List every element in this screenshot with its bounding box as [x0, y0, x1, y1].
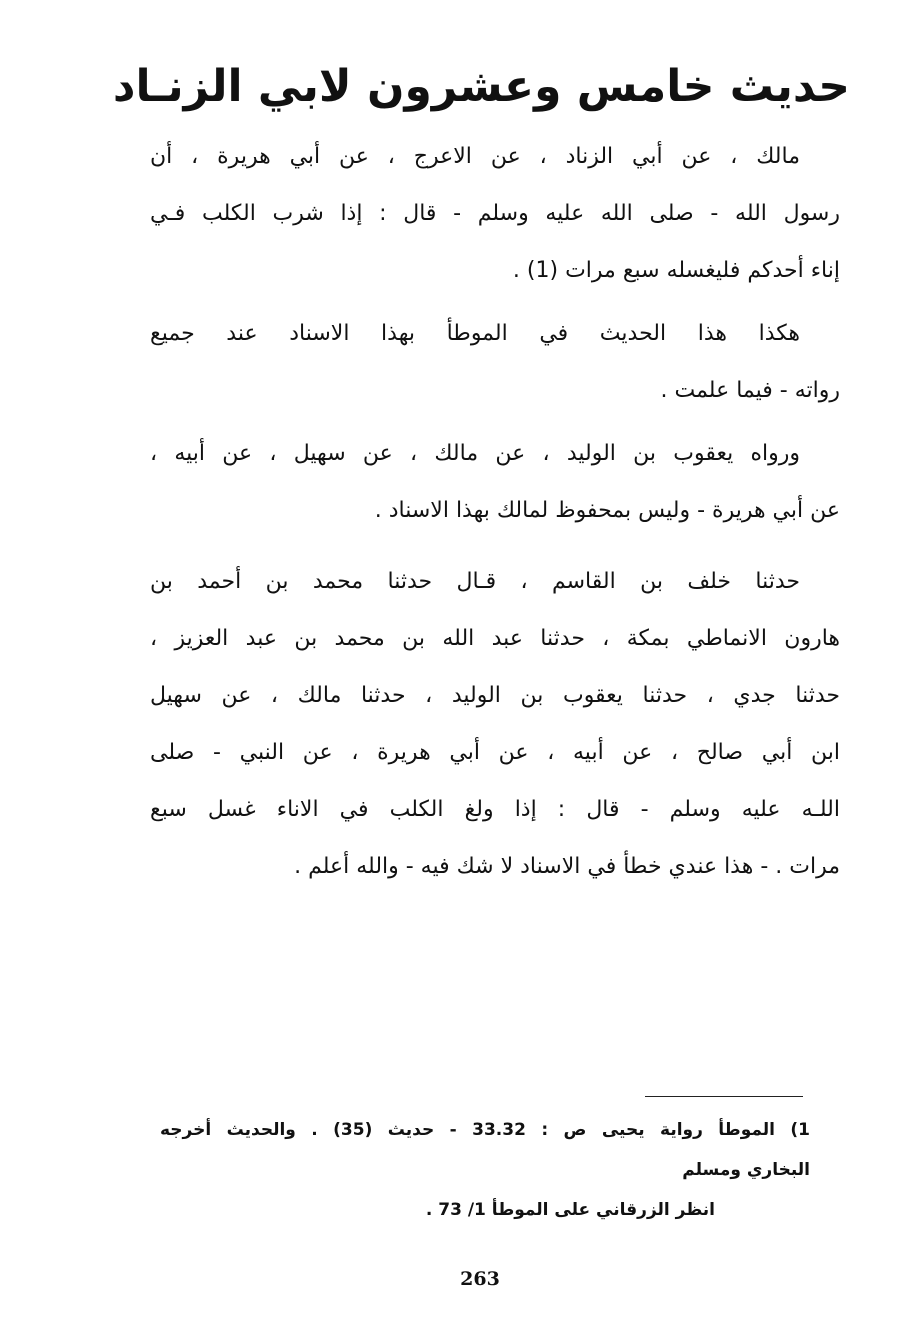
- paragraph-1: [150, 128, 840, 299]
- footnote-line: البخاري ومسلم: [682, 1160, 810, 1180]
- text-line: حدثنا جدي ، حدثنا يعقوب بن الوليد ، حدثنا مالك ، عن سهيل: [150, 683, 840, 708]
- text-line: ورواه يعقوب بن الوليد ، عن مالك ، عن سهيل ، عن أبيه ،: [150, 441, 800, 466]
- main-text: [150, 128, 840, 895]
- text-line: هكذا هذا الحديث في الموطأ بهذا الاسناد عند جميع: [150, 321, 800, 346]
- page-number: 263: [460, 1268, 500, 1290]
- paragraph-3: [150, 425, 840, 539]
- footnote-divider: [645, 1096, 803, 1097]
- paragraph-2: [150, 305, 840, 419]
- footnotes: [160, 1110, 810, 1230]
- text-line: هارون الانماطي بمكة ، حدثنا عبد الله بن محمد بن عبد العزيز ،: [150, 626, 840, 651]
- footnote-line: انظر الزرقاني على الموطأ 1/ 73 .: [425, 1200, 715, 1220]
- text-line: عن أبي هريرة - وليس بمحفوظ لمالك بهذا الاسناد .: [374, 498, 840, 523]
- footnote-line: 1) الموطأ رواية يحيى ص : 33.32 - حديث (35) . والحديث أخرجه: [160, 1120, 810, 1140]
- text-line: حدثنا خلف بن القاسم ، قـال حدثنا محمد بن أحمد بن: [150, 569, 800, 594]
- text-line: ابن أبي صالح ، عن أبيه ، عن أبي هريرة ، عن النبي - صلى: [150, 740, 840, 765]
- text-line: رواته - فيما علمت .: [660, 378, 840, 403]
- text-line: إناء أحدكم فليغسله سبع مرات (1) .: [512, 258, 840, 283]
- paragraph-4: [150, 553, 840, 895]
- text-line: رسول الله - صلى الله عليه وسلم - قال : إذا شرب الكلب فـي: [150, 201, 840, 226]
- text-line: اللـه عليه وسلم - قال : إذا ولغ الكلب في الاناء غسل سبع: [150, 797, 840, 822]
- text-line: مرات . - هذا عندي خطأ في الاسناد لا شك فيه - والله أعلم .: [294, 854, 840, 879]
- text-line: مالك ، عن أبي الزناد ، عن الاعرج ، عن أبي هريرة ، أن: [150, 144, 800, 169]
- hadith-title: حديث خامس وعشرون لابي الزنـاد: [112, 61, 850, 113]
